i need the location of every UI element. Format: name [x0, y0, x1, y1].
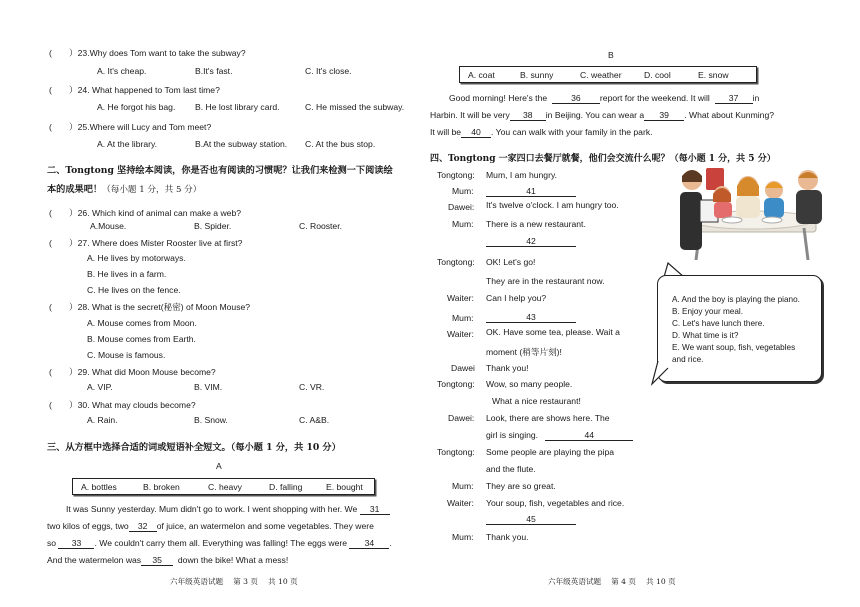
q24-option-b: B. He lost library card. [195, 102, 280, 112]
passage-a-text: . We couldn't carry them all. Everything was falling! The eggs were [94, 538, 348, 548]
section2-title-text: 本的成果吧！ [47, 184, 103, 195]
option-c: C. Let's have lunch there. [672, 319, 765, 328]
dialogue-speaker: Dawei: [448, 413, 475, 423]
passage-a-line2 [47, 521, 374, 532]
blank-42[interactable]: 42 [486, 236, 576, 247]
blank-35[interactable]: 35 [141, 555, 173, 566]
passage-b-text: report for the weekend. It will [599, 93, 710, 103]
option-e-continued: and rice. [672, 355, 704, 364]
section2-title-line2 [47, 181, 201, 195]
dialogue-speaker: Mum: [452, 532, 474, 542]
q28-option-b: B. Mouse comes from Earth. [87, 334, 196, 344]
blank-45[interactable]: 45 [486, 514, 576, 525]
blank-34[interactable]: 34 [349, 538, 389, 549]
blank-33[interactable]: 33 [58, 538, 94, 549]
q25-option-c: C. At the bus stop. [305, 139, 376, 149]
q24-option-c: C. He missed the subway. [305, 102, 405, 112]
box-b-word-1: A. coat [468, 70, 495, 80]
dialogue-line: OK! Let's go! [486, 257, 536, 267]
dialogue-speaker: Tongtong: [437, 447, 475, 457]
dialogue-line: Look, there are shows here. The [486, 413, 610, 423]
q27-option-c: C. He lives on the fence. [87, 285, 181, 295]
passage-a-line1 [66, 504, 390, 515]
q29-option-b: B. VIM. [194, 382, 223, 392]
q30-stem: ( ）30. What may clouds become? [49, 400, 196, 410]
dialogue-speaker: Waiter: [447, 329, 474, 339]
dialogue-speaker: Dawei: [448, 202, 475, 212]
blank-31[interactable]: 31 [360, 504, 390, 515]
q24-stem: ( ）24. What happened to Tom last time? [49, 85, 220, 95]
dialogue-line: What a nice restaurant! [492, 396, 581, 406]
passage-b-line2 [430, 110, 774, 121]
dialogue-speaker: Tongtong: [437, 379, 475, 389]
section2-score: （每小题 1 分，共 5 分） [102, 185, 202, 195]
blank-36[interactable]: 36 [552, 93, 600, 104]
dialogue-speaker: Tongtong: [437, 257, 475, 267]
q30-option-a: A. Rain. [87, 415, 118, 425]
passage-a-line4 [47, 555, 288, 566]
q23-option-a: A. It's cheap. [97, 66, 147, 76]
passage-b-text: It will be [430, 127, 462, 137]
option-e: E. We want soup, fish, vegetables [672, 343, 796, 352]
dialogue-speaker: Mum: [452, 186, 474, 196]
q30-option-b: B. Snow. [194, 415, 228, 425]
passage-b-text: in Beijing. You can wear a [545, 110, 645, 120]
box-a-word-5: E. bought [326, 482, 363, 492]
box-b-word-4: D. cool [644, 70, 671, 80]
q27-option-a: A. He lives by motorways. [87, 253, 186, 263]
box-a-label: A [216, 461, 222, 471]
q29-option-a: A. VIP. [87, 382, 113, 392]
blank-40[interactable]: 40 [461, 127, 491, 138]
dialogue-line: Can I help you? [486, 293, 547, 303]
passage-a-text: And the watermelon was [47, 555, 142, 565]
dialogue-speaker: Waiter: [447, 498, 474, 508]
q23-stem: ( ）23.Why does Tom want to take the subway? [49, 48, 246, 58]
passage-b-text: . You can walk with your family in the park. [491, 127, 653, 137]
dialogue-line-with-blank [486, 430, 633, 441]
dialogue-speaker: Mum: [452, 313, 474, 323]
passage-b-text: in [752, 93, 760, 103]
dialogue-line: OK. Have some tea, please. Wait a [486, 327, 620, 337]
q29-stem: ( ）29. What did Moon Mouse become? [49, 367, 216, 377]
dialogue-line: They are in the restaurant now. [486, 276, 605, 286]
left-page-footer: 六年级英语试题 第 3 页 共 10 页 [170, 577, 298, 586]
restaurant-family-illustration [670, 160, 832, 262]
box-a-word-1: A. bottles [81, 482, 117, 492]
dialogue-line: They are so great. [486, 481, 556, 491]
dialogue-speaker: Dawei [451, 363, 475, 373]
box-b-word-2: B. sunny [520, 70, 554, 80]
word-box-a [72, 478, 375, 495]
q26-option-a: A.Mouse. [90, 221, 127, 231]
dialogue-speaker: Waiter: [447, 293, 474, 303]
q29-option-c: C. VR. [299, 382, 325, 392]
passage-b-text: Good morning! Here's the [449, 93, 548, 103]
blank-38[interactable]: 38 [510, 110, 546, 121]
q28-stem: ( ）28. What is the secret(秘密) of Moon Mouse? [49, 302, 251, 312]
q26-option-b: B. Spider. [194, 221, 232, 231]
q26-stem: ( ）26. Which kind of animal can make a web? [49, 208, 242, 218]
q25-option-b: B.At the subway station. [195, 139, 288, 149]
word-box-b [459, 66, 757, 83]
q26-option-c: C. Rooster. [299, 221, 342, 231]
q24-option-a: A. He forgot his bag. [97, 102, 176, 112]
dialogue-line: Thank you! [486, 363, 529, 373]
q25-option-a: A. At the library. [97, 139, 158, 149]
blank-32[interactable]: 32 [129, 521, 157, 532]
blank-37[interactable]: 37 [715, 93, 753, 104]
passage-b-text: . What about Kunming? [684, 110, 774, 120]
passage-b-text: Harbin. It will be very [430, 110, 510, 120]
passage-a-text: so [47, 538, 57, 548]
q25-stem: ( ）25.Where will Lucy and Tom meet? [49, 122, 212, 132]
q27-option-b: B. He lives in a farm. [87, 269, 167, 279]
box-a-word-2: B. broken [143, 482, 180, 492]
box-a-word-4: D. falling [269, 482, 303, 492]
dialogue-line: There is a new restaurant. [486, 219, 586, 229]
blank-39[interactable]: 39 [644, 110, 684, 121]
dialogue-speaker: Tongtong: [437, 170, 475, 180]
q23-option-b: B.It's fast. [195, 66, 233, 76]
dialogue-line: and the flute. [486, 464, 536, 474]
passage-a-text: of juice, an watermelon and some vegetables. They were [156, 521, 374, 531]
option-b: B. Enjoy your meal. [672, 307, 743, 316]
passage-a-text: two kilos of eggs, two [47, 521, 129, 531]
bubble-bottom-tail [650, 360, 670, 386]
passage-a-text: It was Sunny yesterday. Mum didn't go to work. I went shopping with her. We [66, 504, 358, 514]
blank-41[interactable]: 41 [486, 186, 576, 197]
box-a-word-3: C. heavy [208, 482, 242, 492]
q27-stem: ( ）27. Where does Mister Rooster live at first? [49, 238, 243, 248]
option-a: A. And the boy is playing the piano. [672, 295, 800, 304]
dialogue-speaker: Mum: [452, 219, 474, 229]
dialogue-line: Thank you. [486, 532, 529, 542]
options-bubble-box [657, 275, 822, 382]
dialogue-line: It's twelve o'clock. I am hungry too. [486, 200, 619, 210]
dialogue-line: Mum, I am hungry. [486, 170, 557, 180]
section3-title: 三、从方框中选择合适的词或短语补全短文。（每小题 1 分，共 10 分） [47, 442, 341, 453]
dialogue-line: Some people are playing the pipa [486, 447, 615, 457]
blank-43[interactable]: 43 [486, 312, 576, 323]
q28-option-c: C. Mouse is famous. [87, 350, 166, 360]
box-b-word-5: E. snow [698, 70, 729, 80]
box-b-label: B [608, 50, 614, 60]
passage-b-line1 [449, 93, 759, 104]
dialogue-line: moment (稍等片刻)! [486, 347, 562, 357]
dialogue-speaker: Mum: [452, 481, 474, 491]
passage-a-line3: so 33 . We couldn't carry them all. Everything was falling! The eggs were 34 . [47, 538, 392, 548]
right-page-footer: 六年级英语试题 第 4 页 共 10 页 [548, 577, 676, 586]
dialogue-line: Wow, so many people. [486, 379, 573, 389]
q23-option-c: C. It's close. [305, 66, 352, 76]
dialogue-line: Your soup, fish, vegetables and rice. [486, 498, 625, 508]
option-d: D. What time is it? [672, 331, 739, 340]
section4-title: 四、Tongtong 一家四口去餐厅就餐，他们会交流什么呢？（每小题 1 分，共 5 分） [430, 154, 776, 164]
passage-a-text: down the bike! What a mess! [177, 555, 289, 565]
section2-title-line1: 二、Tongtong 坚持绘本阅读，你是否也有阅读的习惯呢？让我们来检测一下阅读绘 [47, 165, 393, 176]
passage-b-line3 [430, 127, 653, 138]
box-b-word-3: C. weather [580, 70, 622, 80]
dialogue-line: girl is singing. [486, 430, 539, 440]
q28-option-a: A. Mouse comes from Moon. [87, 318, 197, 328]
q30-option-c: C. A&B. [299, 415, 330, 425]
blank-44[interactable]: 44 [545, 430, 633, 441]
